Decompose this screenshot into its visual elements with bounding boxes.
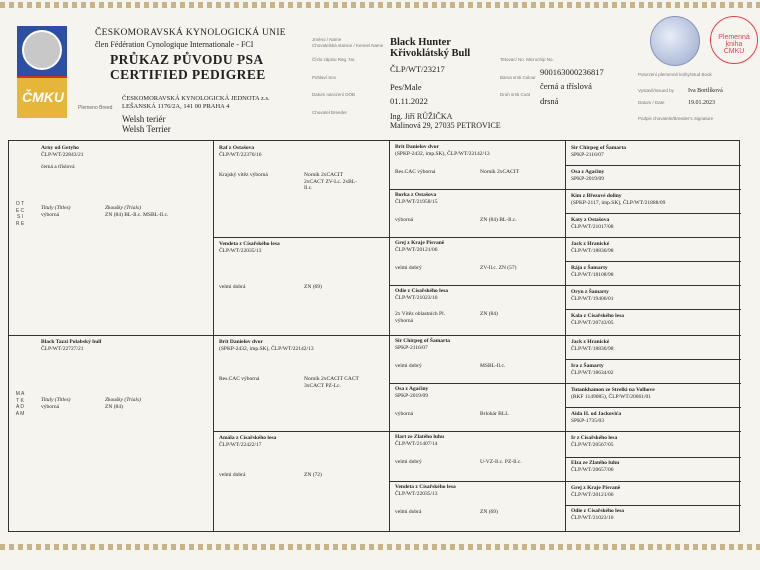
row-divider-g3d <box>389 481 741 482</box>
label-signature: Podpis chovatele/Breeder's Signature <box>638 116 714 121</box>
gen2-ss-name: Raf z Ostašova <box>219 145 255 151</box>
sire-exams-value: ZN (84) BL-Il.c. MSBL-Il.c. <box>105 211 169 218</box>
gen4-2 <box>571 169 736 182</box>
gen4-8-name: Kala z Císařského lesa <box>571 313 625 319</box>
gen4-4 <box>571 217 736 230</box>
label-date: Datum / Date <box>638 100 665 105</box>
gen4-1-reg: SPKP-2116/07 <box>571 151 604 158</box>
gen4-14-reg: ČLP/WT/20657/06 <box>571 466 614 473</box>
dog-breeder: Ing. Jiří RŮŽIČKA <box>390 112 453 121</box>
gen3-6-notes <box>395 411 560 418</box>
gen4-9-reg: ČLP/WT/18836/98 <box>571 345 614 352</box>
dog-chip: 900163000236817 <box>540 67 604 77</box>
gen3-4-titles: ZN (84) <box>480 311 498 317</box>
gen3-1-note: Res.CAC výborná <box>395 169 436 175</box>
gen4-11 <box>571 387 736 400</box>
gen3-7-note: velmi dobrý <box>395 459 422 465</box>
gen3-2-notes <box>395 217 560 224</box>
gen2-ss-reg: ČLP/WT/22376/16 <box>219 151 262 158</box>
label-dob: Datum narození DOB <box>312 92 356 97</box>
gen4-6-reg: ČLP/WT/18108/98 <box>571 271 614 278</box>
gen3-3 <box>395 240 560 272</box>
gen2-sd-titles: ZN (69) <box>304 284 322 290</box>
gen4-12-name: Aida II. od Jackovića <box>571 411 622 417</box>
dam-reg: ČLP/WT/22727/21 <box>41 345 84 352</box>
row-divider-g4-2 <box>565 213 741 214</box>
gen3-3-titles: ZV-Il.c. ZN (57) <box>480 265 517 271</box>
sire-titles-value: výborná <box>41 211 60 218</box>
dog-color: černá a tříslová <box>540 81 592 91</box>
gen3-3-note: velmi dobrý <box>395 265 422 271</box>
stamp-text: Plemenná kniha ČMKU <box>718 34 750 55</box>
gen3-1 <box>395 144 560 176</box>
gen4-11-name: Tutankhamon ze Strelki na Volhove <box>571 387 655 393</box>
gen4-8-reg: ČLP/WT/20743/05 <box>571 319 614 326</box>
row-divider-g4-6 <box>565 407 741 408</box>
gen3-8-reg: ČLP/WT/22035/13 <box>395 490 438 497</box>
gen4-2-name: Osa z Agačiny <box>571 169 605 175</box>
gen4-3-reg: (SPKP-2117, imp.SK), ČLP/WT/21888/09 <box>571 199 666 206</box>
row-divider-g4-7 <box>565 457 741 458</box>
gen4-1 <box>571 145 736 158</box>
sire-side-label: O T E C S I R E <box>15 201 25 227</box>
gen3-6-titles: Brlohár BLL <box>480 411 509 417</box>
gen3-8-titles: ZN (69) <box>480 509 498 515</box>
gen3-1-titles: Norník 2xCACIT <box>480 169 519 175</box>
dam-exams <box>105 397 205 410</box>
sire-exams <box>105 205 205 218</box>
gen3-7 <box>395 434 560 466</box>
document-title-en: CERTIFIED PEDIGREE <box>110 67 266 82</box>
gen4-5-name: Jack z Hranické <box>571 241 610 247</box>
gen4-16 <box>571 508 736 521</box>
gen3-7-notes <box>395 459 560 466</box>
label-studbook: Potvrzení plemenné knihy/Stud Book <box>638 72 712 77</box>
org-title: ČESKOMORAVSKÁ KYNOLOGICKÁ UNIE <box>95 28 286 38</box>
gen4-12-reg: SPKP-1735/03 <box>571 417 605 424</box>
gen2-ds-note: Res.CAC výborná <box>219 376 260 382</box>
gen3-5-titles: MSBL-Il.c. <box>480 363 506 369</box>
breed-label: Plemeno Breed <box>78 105 113 111</box>
gen2-ds-reg: (SPKP-2432, imp.SK), ČLP/WT/22142/13 <box>219 345 314 352</box>
gen4-5 <box>571 241 736 254</box>
gen3-4-notes <box>395 311 560 324</box>
gen2-dd-reg: ČLP/WT/22422/17 <box>219 441 262 448</box>
dog-reg-number: ČLP/WT/23217 <box>390 64 445 74</box>
dam-name: Black Tazzi Polabský bull <box>41 339 102 345</box>
label-issued-by: Vystavil/Issued by <box>638 88 674 93</box>
row-divider-g4-8 <box>565 505 741 506</box>
gen4-10-name: Ira z Šamarty <box>571 363 604 369</box>
gen3-4-reg: ČLP/WT/21023/10 <box>395 294 438 301</box>
gen4-10-reg: ČLP/WT/18634/02 <box>571 369 614 376</box>
col-divider-3 <box>565 141 566 531</box>
breed-cz: Welsh teriér <box>122 114 166 124</box>
pedigree-table <box>8 140 740 532</box>
gen3-8 <box>395 484 560 516</box>
gen3-2-note: výborná <box>395 217 414 223</box>
label-chip: Tetovací No. Microchip No. <box>500 57 554 62</box>
issuer-name: Iva Bortlíková <box>688 88 723 94</box>
sire-exams-label: Zkoušky (Trials) <box>105 205 141 211</box>
gen3-7-titles: U-VZ-Il.c. PZ-Il.c. <box>480 459 522 465</box>
gen4-13-name: Ir z Císařského lesa <box>571 435 618 441</box>
gen2-sd-note: velmi dobrá <box>219 284 246 290</box>
gen2-sd <box>219 241 384 291</box>
gen3-3-name: Grej z Kraje Písvaně <box>395 240 445 246</box>
label-breeder: Chovatel Breeder <box>312 110 348 115</box>
fci-globe-icon <box>22 30 62 70</box>
label-color: Barva srsti Colour <box>500 75 536 80</box>
sire-dam-divider <box>9 335 741 336</box>
gen3-4-name: Odie z Císařského lesa <box>395 288 449 294</box>
document-title-cz: PRŮKAZ PŮVODU PSA <box>110 52 264 67</box>
gen4-13 <box>571 435 736 448</box>
gen2-ss <box>219 145 384 192</box>
gen3-4-note: 2x Vítěz oblastních Pl. výborná <box>395 311 446 324</box>
gen4-15-name: Grej z Kraje Písvaně <box>571 485 621 491</box>
gen3-1-notes <box>395 169 560 176</box>
gen2-ss-notes <box>219 172 384 192</box>
sire-titles-label: Tituly (Titles) <box>41 205 71 211</box>
label-name: Jméno / Name <box>312 37 342 42</box>
bottom-border <box>0 544 760 550</box>
dam-titles-label: Tituly (Titles) <box>41 397 71 403</box>
gen4-1-name: Sir Chirpeg of Šamarta <box>571 145 627 151</box>
gen4-9 <box>571 339 736 352</box>
gen3-5-name: Sir Chirpeg of Šamarta <box>395 338 451 344</box>
dam-titles-value: výborná <box>41 403 60 410</box>
gen2-dd-note: velmi dobrá <box>219 472 246 478</box>
gen3-1-name: Brit Danielov dvor <box>395 144 439 150</box>
gen4-12 <box>571 411 736 424</box>
gen4-10 <box>571 363 736 376</box>
hologram-seal <box>650 16 700 66</box>
row-divider-g4-4 <box>565 309 741 310</box>
dog-sex: Pes/Male <box>390 82 422 92</box>
gen2-ss-note: Krajský vítěz výborná <box>219 172 268 178</box>
gen3-6 <box>395 386 560 418</box>
gen2-ds-notes <box>219 376 384 389</box>
dog-name: Black Hunter <box>390 37 451 48</box>
label-kennel: Chovatelská stanice / Kennel Name <box>312 43 384 48</box>
gen4-8 <box>571 313 736 326</box>
row-divider-g4-5 <box>565 359 741 360</box>
gen3-5-reg: SPKP-2116/07 <box>395 344 428 351</box>
gen4-14 <box>571 460 736 473</box>
row-divider-g2b <box>213 431 741 432</box>
gen4-13-reg: ČLP/WT/20567/05 <box>571 441 614 448</box>
row-divider-g3a <box>389 189 741 190</box>
top-border <box>0 2 760 8</box>
gen3-8-name: Vendeta z Císařského lesa <box>395 484 456 490</box>
gen4-11-reg: (RKF 1149085), ČLP/WT/20061/01 <box>571 393 652 400</box>
gen4-9-name: Jack z Hranické <box>571 339 610 345</box>
gen3-5 <box>395 338 560 370</box>
row-divider-g3c <box>389 383 741 384</box>
gen4-4-reg: ČLP/WT/21017/08 <box>571 223 614 230</box>
gen4-7-name: Oryn z Šamarty <box>571 289 609 295</box>
gen4-14-name: Elza ze Zlatého luhu <box>571 460 620 466</box>
gen2-ds-name: Brit Danielov dvor <box>219 339 263 345</box>
sire-name: Arny od Getyho <box>41 145 79 151</box>
cmku-logo: ČMKU <box>22 89 64 105</box>
sire-color: černá a tříslová <box>41 164 75 170</box>
issue-date: 19.01.2023 <box>688 100 715 106</box>
gen4-6-name: Rája z Šamarty <box>571 265 608 271</box>
label-sex: Pohlaví Sex <box>312 75 337 80</box>
gen2-dd-notes <box>219 472 384 479</box>
gen4-16-name: Odie z Císařského lesa <box>571 508 625 514</box>
gen3-6-name: Osa z Agačiny <box>395 386 429 392</box>
gen3-3-notes <box>395 265 560 272</box>
gen4-15-reg: ČLP/WT/20121/06 <box>571 491 614 498</box>
gen2-ss-titles: Norník 2xCACIT 2xCACT ZV-Lc. 2xBL-Il.c. <box>304 172 358 191</box>
gen3-5-notes <box>395 363 560 370</box>
col-divider-1 <box>213 141 214 531</box>
gen2-sd-name: Vendeta z Císařského lesa <box>219 241 280 247</box>
dog-coat: drsná <box>540 96 559 106</box>
dam-side-label: M A T K A D A M <box>15 391 25 417</box>
row-divider-g4-1 <box>565 165 741 166</box>
label-reg: Číslo zápisu Reg. No. <box>312 57 356 62</box>
gen2-ds <box>219 339 384 389</box>
row-divider-g3b <box>389 285 741 286</box>
gen4-3 <box>571 193 736 206</box>
gen2-dd-titles: ZN (72) <box>304 472 322 478</box>
gen4-4-name: Katy z Ostašova <box>571 217 610 223</box>
gen3-6-note: výborná <box>395 411 414 417</box>
gen3-7-name: Hart ze Zlatého luhu <box>395 434 445 440</box>
gen2-dd <box>219 435 384 479</box>
label-coat: Druh srsti Coat <box>500 92 531 97</box>
gen3-6-reg: SPKP-2019/09 <box>395 392 429 399</box>
gen4-2-reg: SPKP-2019/09 <box>571 175 605 182</box>
issuer-address-2: LEŠANSKÁ 1176/2A, 141 00 PRAHA 4 <box>122 103 230 110</box>
gen4-6 <box>571 265 736 278</box>
gen2-sd-reg: ČLP/WT/22035/13 <box>219 247 262 254</box>
gen3-1-reg: (SPKP-2432, imp.SK), ČLP/WT/22142/13 <box>395 150 490 157</box>
gen4-16-reg: ČLP/WT/21023/10 <box>571 514 614 521</box>
gen4-7-reg: ČLP/WT/19406/01 <box>571 295 614 302</box>
org-subtitle: člen Fédération Cynologique Internationale - FCI <box>95 40 254 49</box>
sire-reg: ČLP/WT/22843/21 <box>41 151 84 158</box>
gen4-15 <box>571 485 736 498</box>
gen3-2-titles: ZN (84) BL-Il.c. <box>480 217 517 223</box>
breed-en: Welsh Terrier <box>122 124 171 134</box>
gen3-8-notes <box>395 509 560 516</box>
row-divider-g4-3 <box>565 261 741 262</box>
gen2-ds-titles: Norník 2xCACIT CACT 3xCACT PZ-Lc. <box>304 376 359 389</box>
gen3-2-name: Borka z Ostašova <box>395 192 437 198</box>
sire-cell <box>41 145 206 171</box>
gen4-7 <box>571 289 736 302</box>
issuer-address-1: ČESKOMORAVSKÁ KYNOLOGICKÁ JEDNOTA z.s. <box>122 95 270 102</box>
gen2-sd-notes <box>219 284 384 291</box>
gen3-5-note: velmi dobrý <box>395 363 422 369</box>
gen3-2 <box>395 192 560 224</box>
dog-breeder-address: Malinová 29, 27035 PETROVICE <box>390 121 501 130</box>
row-divider-g2a <box>213 237 741 238</box>
studbook-stamp <box>710 16 758 64</box>
gen3-8-note: velmi dobrá <box>395 509 422 515</box>
dam-exams-value: ZN (84) <box>105 403 123 410</box>
gen3-7-reg: ČLP/WT/21407/14 <box>395 440 438 447</box>
dam-cell <box>41 339 206 352</box>
gen3-2-reg: ČLP/WT/21958/15 <box>395 198 438 205</box>
dog-dob: 01.11.2022 <box>390 96 428 106</box>
gen4-3-name: Kim z Březové doliny <box>571 193 622 199</box>
gen3-3-reg: ČLP/WT/20121/06 <box>395 246 438 253</box>
gen2-dd-name: Amála z Císařského lesa <box>219 435 277 441</box>
gen4-5-reg: ČLP/WT/18836/98 <box>571 247 614 254</box>
dog-kennel: Křivoklátský Bull <box>390 48 471 59</box>
gen3-4 <box>395 288 560 324</box>
dam-exams-label: Zkoušky (Trials) <box>105 397 141 403</box>
col-divider-2 <box>389 141 390 531</box>
